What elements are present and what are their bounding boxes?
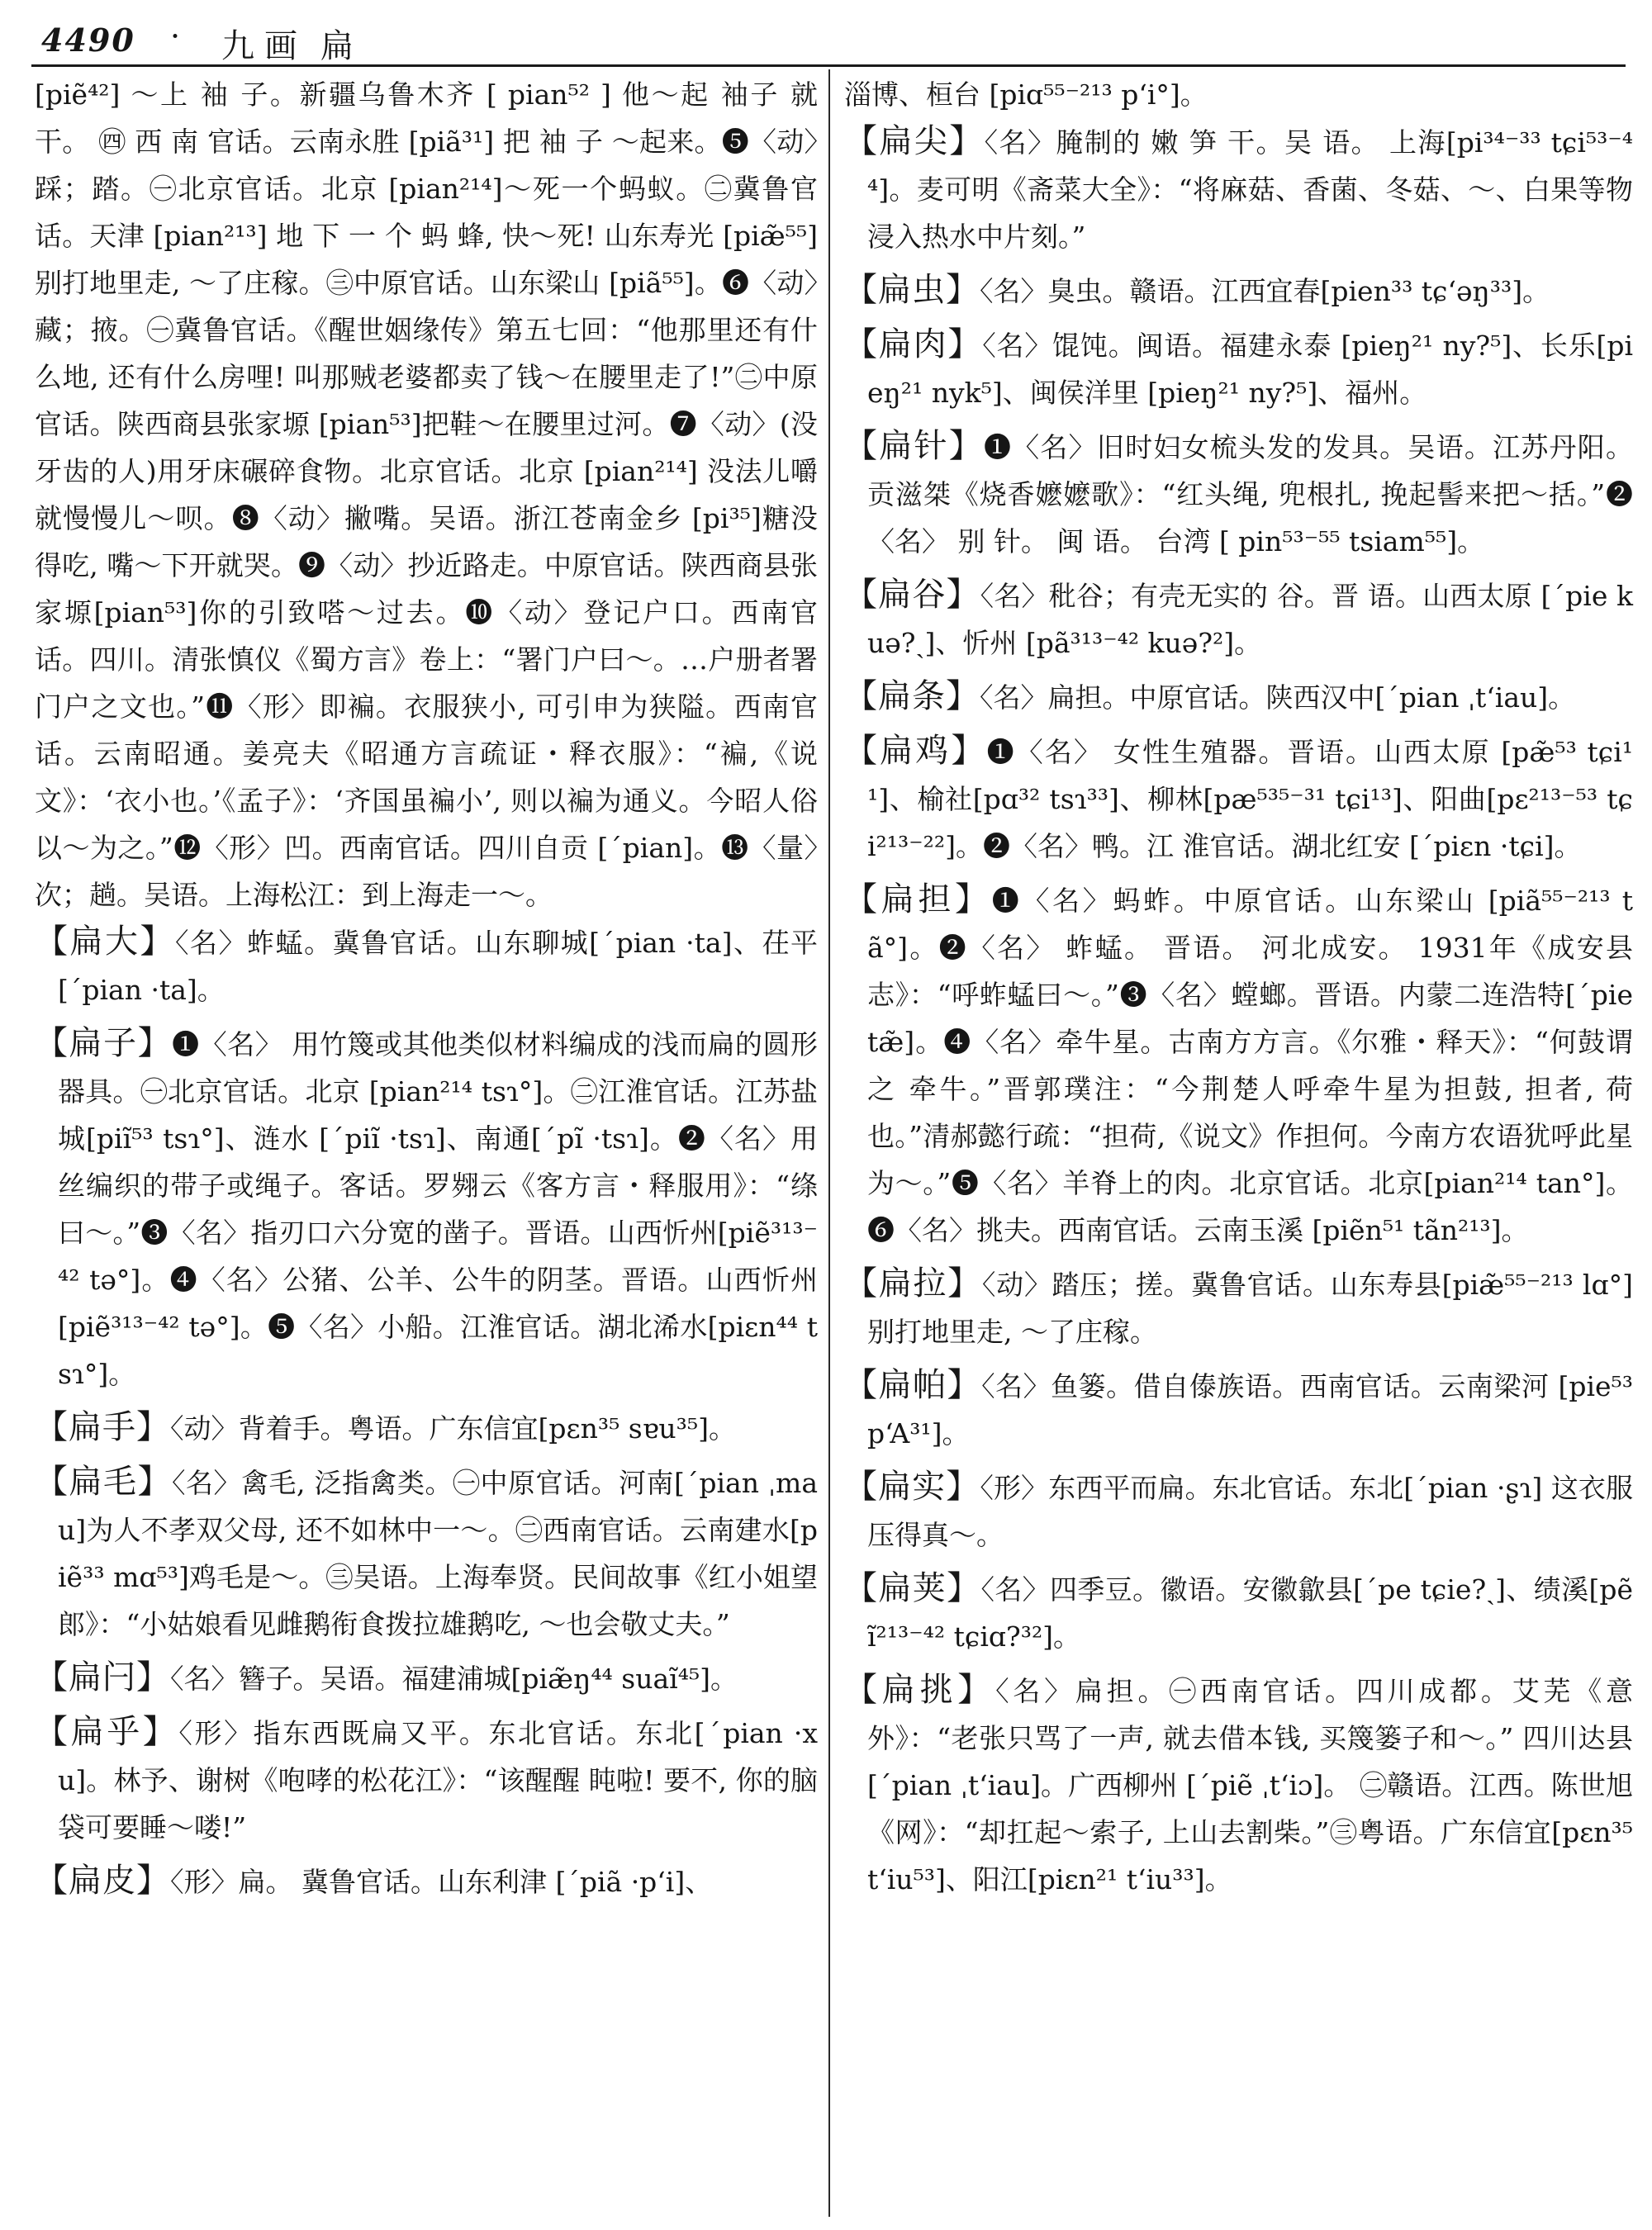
entry-definition: ❶〈名〉 女性生殖器。晋语。山西太原 [pæ̃⁵³ tɕi¹¹]、榆社[pɑ³² tsɿ³³]、柳林[pæ⁵³⁵⁻³¹ tɕi¹³]、阳曲[pɛ²¹³⁻⁵³ tɕi²¹³⁻²²]。❷〈名〉鸭。江 淮官话。湖北红安 [ˊpiɛn ·tɕi]。 <box>867 736 1633 862</box>
dictionary-entry <box>844 321 1633 416</box>
entry-definition: 〈名〉秕谷；有壳无实的 谷。晋 语。山西太原 [ˊpie kuə?ˏ]、忻州 [pã³¹³⁻⁴² kuə?²]。 <box>867 580 1634 659</box>
entry-definition: 〈形〉东西平而扁。东北官话。东北[ˊpian ·ʂɿ] 这衣服压得真～。 <box>867 1472 1633 1551</box>
entry-headword: 【扁乎】 <box>35 1713 179 1751</box>
entry-headword: 【扁担】 <box>844 880 992 918</box>
entry-definition: 〈形〉指东西既扁又平。东北官话。东北[ˊpian ·xu]。林予、谢树《咆哮的松花江》：“该醒醒 盹啦! 要不, 你的脑袋可要睡～喽!” <box>58 1717 818 1843</box>
dictionary-entry <box>35 918 818 1013</box>
entry-headword: 【扁拉】 <box>844 1264 982 1302</box>
entry-headword: 【扁皮】 <box>35 1862 170 1900</box>
dictionary-entry <box>844 876 1633 1254</box>
dictionary-entry <box>844 118 1633 260</box>
entry-headword: 【扁挑】 <box>844 1671 996 1709</box>
dictionary-entry <box>844 728 1633 870</box>
dictionary-entry <box>844 1362 1633 1457</box>
entry-definition: 〈名〉蚱蜢。冀鲁官话。山东聊城[ˊpian ·ta]、茌平 [ˊpian ·ta]。 <box>58 927 819 1006</box>
entry-headword: 【扁虫】 <box>844 271 980 309</box>
dictionary-entry <box>844 1260 1633 1355</box>
entry-definition: 〈名〉鱼篓。借自傣族语。西南官话。云南梁河 [pie⁵³ pʻA³¹]。 <box>867 1370 1634 1450</box>
entry-headword: 【扁尖】 <box>844 122 985 160</box>
entry-headword: 【扁针】 <box>844 427 984 465</box>
dictionary-entry <box>35 1654 818 1702</box>
entry-headword: 【扁帕】 <box>844 1366 982 1404</box>
entry-headword: 【扁毛】 <box>35 1463 172 1501</box>
column-divider <box>828 69 830 2217</box>
entry-headword: 【扁闩】 <box>35 1658 170 1696</box>
entry-headword: 【扁子】 <box>35 1024 173 1062</box>
entry-definition: 〈名〉扁担。中原官话。陕西汉中[ˊpian ˌtʻiau]。 <box>980 681 1576 714</box>
entry-headword: 【扁手】 <box>35 1408 170 1446</box>
dictionary-entry <box>844 1565 1633 1660</box>
entry-headword: 【扁条】 <box>844 677 980 715</box>
entry-definition: 〈名〉簪子。吴语。福建浦城[piæ̃ŋ⁴⁴ suaĩ⁴⁵]。 <box>170 1663 738 1695</box>
dictionary-entry <box>844 267 1633 315</box>
entry-definition: ❶〈名〉蚂蚱。中原官话。山东梁山 [piã⁵⁵⁻²¹³ tã°]。❷〈名〉 蚱蜢。 晋语。 河北成安。 1931年《成安县志》：“呼蚱蜢曰～。”❸〈名〉螳螂。晋语。内蒙二连浩特[ˊpie tæ̃]。❹〈名〉牵牛星。古南方方言。《尔雅・释天》：“何鼓谓 之 牵牛。”晋郭璞注：“今荆楚人呼牵牛星为担鼓, 担者, 荷也。”清郝懿行疏：“担荷,《说文》作担何。今南方农语犹呼此星为～。”❺〈名〉羊脊上的肉。北京官话。北京[pian²¹⁴ tan°]。❻〈名〉挑夫。西南官话。云南玉溪 [piẽn⁵¹ tãn²¹³]。 <box>867 885 1633 1246</box>
entry-definition: 〈名〉臭虫。赣语。江西宜春[pien³³ tɕʻəŋ³³]。 <box>980 275 1550 307</box>
left-column <box>35 71 818 1912</box>
entry-headword: 【扁肉】 <box>844 325 983 363</box>
entry-definition: 〈动〉踏压；搓。冀鲁官话。山东寿县[piæ̃⁵⁵⁻²¹³ lɑ°] 别打地里走, ～了庄稼。 <box>867 1269 1633 1348</box>
dictionary-entry <box>35 1858 818 1905</box>
header-separator: · <box>170 18 181 55</box>
continued-entry-text: [piẽ⁴²] ～上 袖 子。新疆乌鲁木齐 [ pian⁵² ] 他～起 袖子 就 干。 ㊃ 西 南 官话。云南永胜 [piã³¹] 把 袖 子 ～起来。❺〈动〉踩；踏。㊀北京官话。北京 [pian²¹⁴]～死一个蚂蚁。㊁冀鲁官话。天津 [pian²¹³] 地 下 一 个 蚂 蜂, 快～死! 山东寿光 [piæ̃⁵⁵]别打地里走, ～了庄稼。㊂中原官话。山东梁山 [piã⁵⁵]。❻〈动〉藏；掖。㊀冀鲁官话。《醒世姻缘传》第五七回：“他那里还有什么地, 还有什么房哩! 叫那贼老婆都卖了钱～在腰里走了!”㊁中原官话。陕西商县张家塬 [pian⁵³]把鞋～在腰里过河。❼〈动〉(没牙齿的人)用牙床碾碎食物。北京官话。北京 [pian²¹⁴] 没法儿嚼就慢慢儿～呗。❽〈动〉撇嘴。吴语。浙江苍南金乡 [pi³⁵]糖没得吃, 嘴～下开就哭。❾〈动〉抄近路走。中原官话。陕西商县张家塬[pian⁵³]你的引致嗒～过去。❿〈动〉登记户口。西南官话。四川。清张慎仪《蜀方言》卷上：“署门户曰～。…户册者署门户之文也。”⓫〈形〉即褊。衣服狭小, 可引申为狭隘。西南官话。云南昭通。姜亮夫《昭通方言疏证・释衣服》：“褊,《说文》：‘衣小也。’《孟子》：‘齐国虽褊小’, 则以褊为通义。今昭人俗以～为之。”⓬〈形〉凹。西南官话。四川自贡 [ˊpian]。⓭〈量〉次；趟。吴语。上海松江：到上海走一～。 <box>35 78 818 911</box>
dictionary-entry <box>844 673 1633 721</box>
dictionary-entry <box>844 1667 1633 1903</box>
entry-definition: 〈名〉四季豆。徽语。安徽歙县[ˊpe tɕie?ˏ]、绩溪[pẽĩ²¹³⁻⁴² tɕiɑ?³²]。 <box>867 1573 1633 1653</box>
entry-definition: 〈形〉扁。 冀鲁官话。山东利津 [ˊpiã ·pʻi]、 <box>170 1866 713 1898</box>
dictionary-entry <box>35 1404 818 1452</box>
page-header <box>31 15 1626 67</box>
section-title: 九画 <box>221 27 307 65</box>
entry-headword: 【扁荚】 <box>844 1569 981 1607</box>
entry-definition: 〈名〉馄饨。闽语。福建永泰 [pieŋ²¹ ny?⁵]、长乐[pieŋ²¹ nyk⁵]、闽侯洋里 [pieŋ²¹ ny?⁵]、福州。 <box>867 330 1633 409</box>
entry-definition: 〈名〉腌制的 嫩 笋 干。吴 语。 上海[pi³⁴⁻³³ tɕi⁵³⁻⁴⁴]。麦可明《斋菜大全》：“将麻菇、香菌、冬菇、～、白果等物浸入热水中片刻。” <box>867 126 1634 253</box>
page-number: 4490 <box>41 21 135 59</box>
dictionary-entry <box>35 1709 818 1851</box>
running-head-character: 扁 <box>320 27 354 65</box>
entry-definition: 〈名〉禽毛, 泛指禽类。㊀中原官话。河南[ˊpian ˌmau]为人不孝双父母, 还不如林中一～。㊁西南官话。云南建水[piẽ³³ mɑ⁵³]鸡毛是～。㊂吴语。上海奉贤。民间故事《红小姐望郎》：“小姑娘看见雌鹅衔食拨拉雄鹅吃, ～也会敬丈夫。” <box>58 1467 818 1640</box>
dictionary-entry <box>35 1459 818 1648</box>
entry-definition: 〈动〉背着手。粤语。广东信宜[pɛn³⁵ sɐu³⁵]。 <box>170 1412 736 1445</box>
entry-headword: 【扁谷】 <box>844 576 980 614</box>
dictionary-entry <box>844 1464 1633 1559</box>
entry-definition: 〈名〉扁担。㊀西南官话。四川成都。艾芜《意外》：“老张只骂了一声, 就去借本钱, 买篾篓子和～。” 四川达县[ˊpian ˌtʻiau]。广西柳州 [ˊpiẽ ˌtʻiɔ]。 ㊁赣语。江西。陈世旭《网》：“却扛起～索子, 上山去割柴。”㊂粤语。广东信宜[pɛn³⁵ tʻiu⁵³]、阳江[piɛn²¹ tʻiu³³]。 <box>867 1675 1634 1896</box>
entry-headword: 【扁大】 <box>35 923 176 961</box>
dictionary-entry <box>844 423 1633 565</box>
dictionary-entry <box>35 1020 818 1397</box>
entry-definition: ❶〈名〉 用竹篾或其他类似材料编成的浅而扁的圆形器具。㊀北京官话。北京 [pian²¹⁴ tsɿ°]。㊁江淮官话。江苏盐城[piĩ⁵³ tsɿ°]、涟水 [ˊpiĩ ·tsɿ]、南通[ˊpĩ ·tsɿ]。❷〈名〉用丝编织的带子或绳子。客话。罗翙云《客方言・释服用》：“绦曰～。”❸〈名〉指刃口六分宽的凿子。晋语。山西忻州[piẽ³¹³⁻⁴² tə°]。❹〈名〉公猪、公羊、公牛的阴茎。晋语。山西忻州 [piẽ³¹³⁻⁴² tə°]。❺〈名〉小船。江淮官话。湖北浠水[piɛn⁴⁴ tsɿ°]。 <box>58 1028 818 1390</box>
right-column <box>844 71 1633 1910</box>
entry-headword: 【扁实】 <box>844 1468 980 1506</box>
entry-definition: ❶〈名〉旧时妇女梳头发的发具。吴语。江苏丹阳。贡滋桀《烧香嬷嬷歌》：“红头绳, 兜根扎, 挽起髻来把～括。”❷〈名〉 别 针。 闽 语。 台湾 [ pin⁵³⁻⁵⁵ tsiam⁵⁵]。 <box>867 431 1634 558</box>
continued-entry-text: 淄博、桓台 [piɑ⁵⁵⁻²¹³ pʻi°]。 <box>844 78 1208 111</box>
dictionary-entry <box>844 572 1633 667</box>
entry-headword: 【扁鸡】 <box>844 732 987 770</box>
